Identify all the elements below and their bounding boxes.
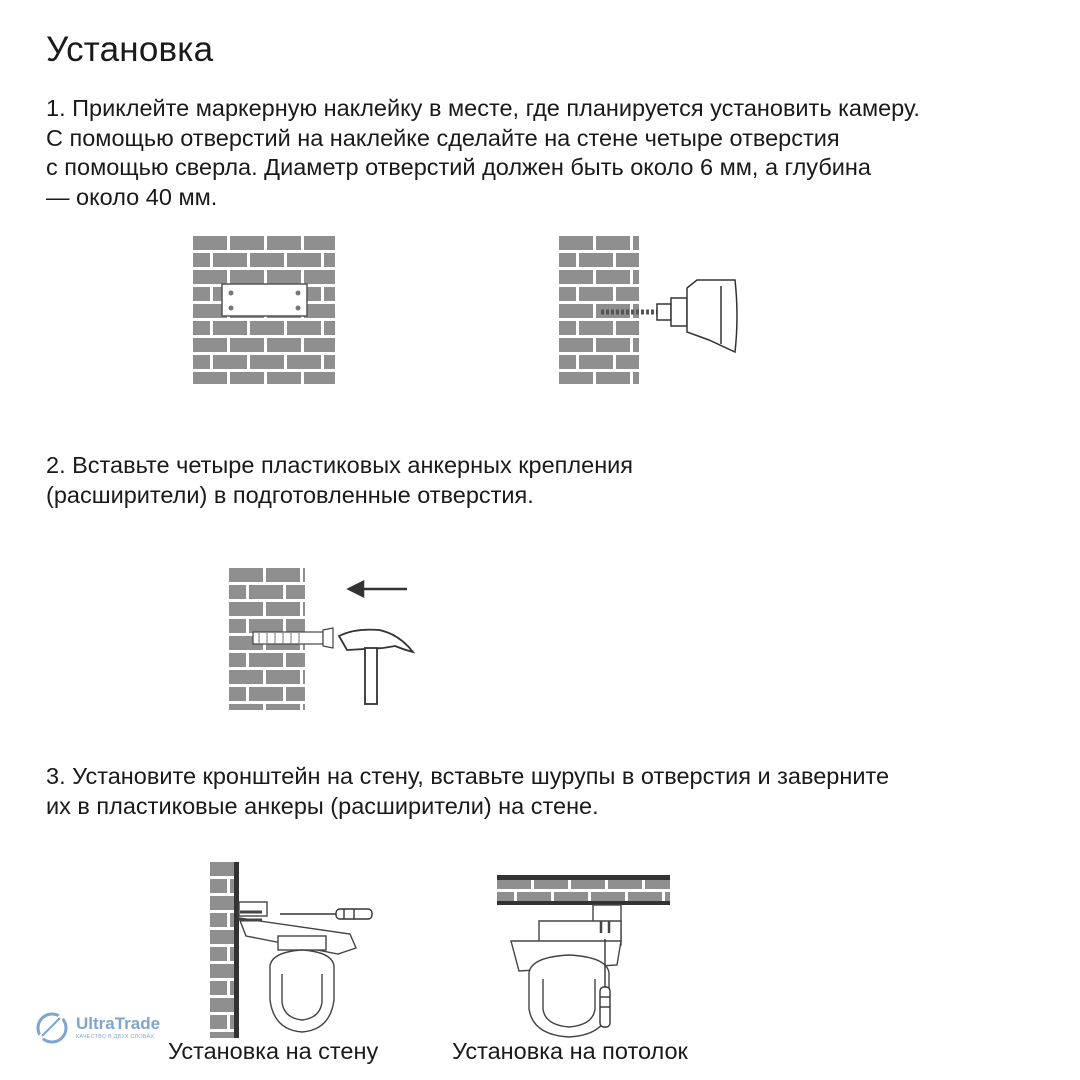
brick (229, 585, 246, 599)
brick (616, 355, 639, 369)
brick (193, 287, 210, 301)
brick (579, 355, 613, 369)
brick (287, 253, 321, 267)
brick (210, 913, 227, 927)
brick (559, 253, 576, 267)
brick (616, 253, 639, 267)
brick (559, 321, 576, 335)
brick (266, 704, 300, 710)
brick (230, 338, 264, 352)
step-3-text: 3. Установите кронштейн на стену, вставьте шурупы в отверстия и заверните их в пластиковые анкеры (расширители) на стене. (46, 763, 890, 819)
brick (303, 602, 305, 616)
brick (193, 372, 227, 384)
brick (249, 585, 283, 599)
brick (210, 981, 227, 995)
brick (193, 236, 227, 250)
brick (633, 236, 639, 250)
brick (304, 338, 335, 352)
brick (559, 304, 593, 318)
brick (596, 338, 630, 352)
brick (229, 568, 263, 582)
caption-wall-mount: Установка на стену (168, 1038, 379, 1064)
brick (230, 913, 234, 927)
brick (210, 896, 234, 910)
wall-sticker-illustration (193, 236, 335, 384)
brick (304, 270, 335, 284)
brick (210, 947, 227, 961)
step-2-text: 2. Вставьте четыре пластиковых анкерных крепления (расширители) в подготовленные отверстия. (46, 452, 634, 508)
brick (287, 355, 321, 369)
brick (559, 270, 593, 284)
brick (286, 687, 305, 701)
brick (559, 338, 593, 352)
brick (230, 270, 264, 284)
brick-wall (210, 862, 234, 1038)
hammer-icon (339, 630, 413, 704)
brick (230, 981, 234, 995)
brick (286, 619, 305, 633)
brick (633, 338, 639, 352)
screwdriver-icon (280, 909, 372, 919)
brick (230, 236, 264, 250)
step-1-text: 1. Приклейте маркерную наклейку в месте, где планируется установить камеру. С помощью отверстий на наклейке сделайте на стене четыре отверстия с помощью сверла. Диаметр отверстий должен быть около 6 мм, а глубина — около 40 мм. (46, 95, 920, 210)
logo-tagline: КАЧЕСТВО В ДВУХ СЛОВАХ (76, 1034, 155, 1040)
wall-mount-illustration (210, 862, 410, 1038)
brick (304, 236, 335, 250)
brick (193, 321, 210, 335)
brick (596, 270, 630, 284)
brick (303, 670, 305, 684)
brick (230, 947, 234, 961)
brick (559, 355, 576, 369)
brick (250, 355, 284, 369)
brick (229, 619, 246, 633)
brick (249, 653, 283, 667)
brick (210, 879, 227, 893)
logo-icon (36, 1012, 70, 1044)
brick (559, 372, 593, 384)
brick (229, 653, 246, 667)
anchor-hammer-illustration (229, 568, 429, 710)
brick (324, 355, 335, 369)
wall-drill-illustration (559, 236, 749, 384)
brick (230, 372, 264, 384)
brick (210, 964, 234, 978)
brick (324, 321, 335, 335)
brick (250, 253, 284, 267)
brick (286, 585, 305, 599)
brick (210, 1015, 227, 1029)
brick (559, 287, 576, 301)
brick (213, 355, 247, 369)
brick (324, 287, 335, 301)
brick (210, 998, 234, 1012)
brick (213, 253, 247, 267)
brick (616, 321, 639, 335)
brick (193, 253, 210, 267)
brick (266, 670, 300, 684)
page-title: Установка (46, 30, 214, 69)
brick (266, 568, 300, 582)
camera-icon (239, 902, 356, 1032)
brick (596, 372, 630, 384)
brick (633, 270, 639, 284)
brick (249, 687, 283, 701)
brick (303, 568, 305, 582)
brick (303, 704, 305, 710)
brick (193, 338, 227, 352)
brick (210, 862, 234, 876)
brick (229, 602, 263, 616)
brick (193, 270, 227, 284)
brick (230, 879, 234, 893)
brick (633, 372, 639, 384)
arrow-left-icon (349, 582, 407, 596)
brick (267, 338, 301, 352)
ceiling-mount-illustration (497, 875, 673, 1040)
brick (304, 372, 335, 384)
brick (266, 602, 300, 616)
brand-logo (36, 1012, 196, 1046)
brick (229, 687, 246, 701)
brick (229, 704, 263, 710)
brick (286, 653, 305, 667)
sticker-icon (222, 284, 307, 316)
brick (250, 321, 284, 335)
brick (267, 270, 301, 284)
brick (559, 236, 593, 250)
brick (193, 355, 210, 369)
brick (210, 930, 234, 944)
brick (616, 287, 639, 301)
logo-name: UltraTrade (76, 1014, 161, 1033)
brick (229, 670, 263, 684)
brick (579, 287, 613, 301)
brick (230, 1015, 234, 1029)
brick (267, 372, 301, 384)
brick (249, 619, 283, 633)
brick (267, 236, 301, 250)
brick (304, 304, 335, 318)
brick (213, 321, 247, 335)
brick (579, 321, 613, 335)
brick (287, 321, 321, 335)
brick (596, 236, 630, 250)
brick (324, 253, 335, 267)
caption-ceiling-mount: Установка на потолок (452, 1038, 688, 1064)
brick (579, 253, 613, 267)
